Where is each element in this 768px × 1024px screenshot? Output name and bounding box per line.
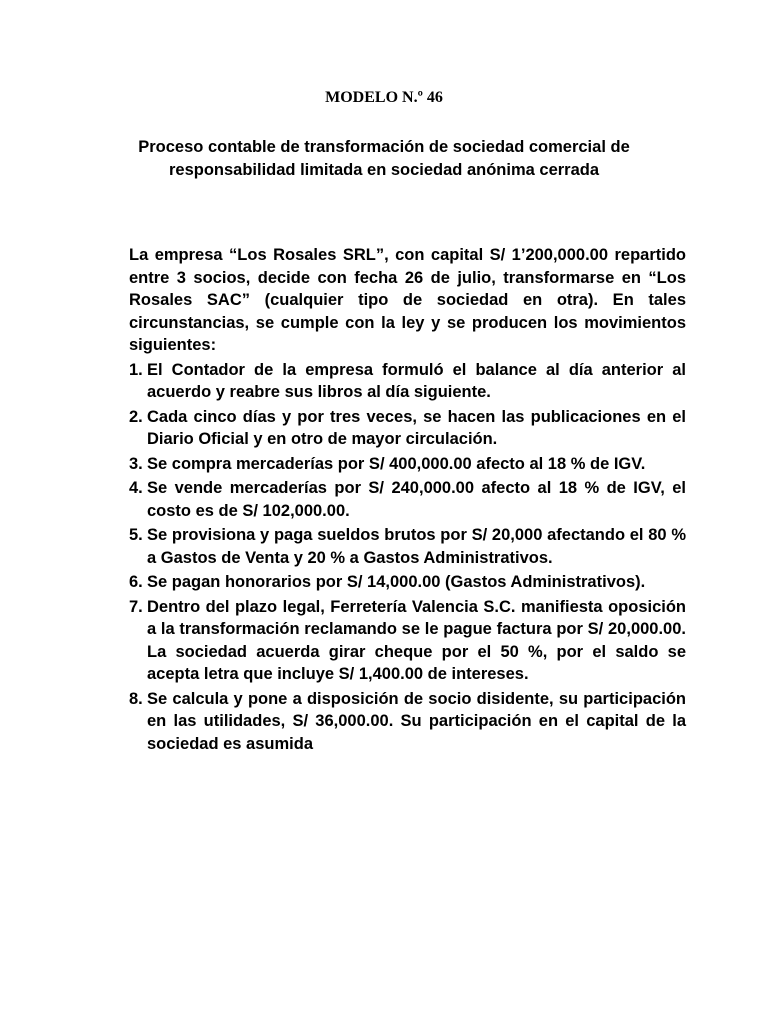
item-number: 1. (129, 360, 143, 379)
movements-list (129, 359, 686, 756)
item-text: Cada cinco días y por tres veces, se hacen las publicaciones en el Diario Oficial y en otro de mayor circulación. (147, 407, 686, 448)
item-number: 4. (129, 479, 143, 497)
item-text: Se compra mercaderías por S/ 400,000.00 afecto al 18 % de IGV. (147, 454, 646, 473)
list-item (129, 406, 686, 451)
item-number: 6. (129, 573, 143, 591)
intro-paragraph: La empresa “Los Rosales SRL”, con capital S/ 1’200,000.00 repartido entre 3 socios, decide con fecha 26 de julio, transformarse en “Los Rosales SAC” (cualquier tipo de sociedad en otra). En tales circunstancias, se cumple con la ley y se producen los movimientos siguientes: (129, 246, 686, 354)
item-text: El Contador de la empresa formuló el balance al día anterior al acuerdo y reabre sus libros al día siguiente. (147, 360, 686, 401)
item-text: Se calcula y pone a disposición de socio disidente, su participación en las utilidades, S/ 36,000.00. Su participación en el capital de la sociedad es asumida (147, 689, 686, 753)
list-item (129, 571, 686, 594)
item-text: Se provisiona y paga sueldos brutos por S/ 20,000 afectando el 80 % a Gastos de Venta y 20 % a Gastos Administrativos. (147, 526, 686, 567)
list-item (129, 524, 686, 569)
item-number: 8. (129, 689, 143, 708)
list-item (129, 477, 686, 522)
list-item (129, 596, 686, 686)
item-text: Dentro del plazo legal, Ferretería Valencia S.C. manifiesta oposición a la transformación reclamando se le pague factura por S/ 20,000.00. La sociedad acuerda girar cheque por el 50 %, por el saldo se acepta letra que incluye S/ 1,400.00 de intereses. (147, 597, 686, 683)
item-number: 5. (129, 526, 143, 544)
item-number: 3. (129, 454, 143, 473)
item-text: Se pagan honorarios por S/ 14,000.00 (Gastos Administrativos). (147, 573, 646, 591)
document-body (129, 244, 686, 755)
list-item (129, 453, 686, 476)
item-number: 2. (129, 407, 143, 426)
item-text: Se vende mercaderías por S/ 240,000.00 afecto al 18 % de IGV, el costo es de S/ 102,000.00. (147, 479, 686, 520)
list-item (129, 688, 686, 756)
list-item (129, 359, 686, 404)
item-number: 7. (129, 597, 143, 616)
document-heading: Proceso contable de transformación de sociedad comercial de responsabilidad limitada en sociedad anónima cerrada (138, 138, 630, 179)
model-title: MODELO N.º 46 (325, 89, 443, 106)
